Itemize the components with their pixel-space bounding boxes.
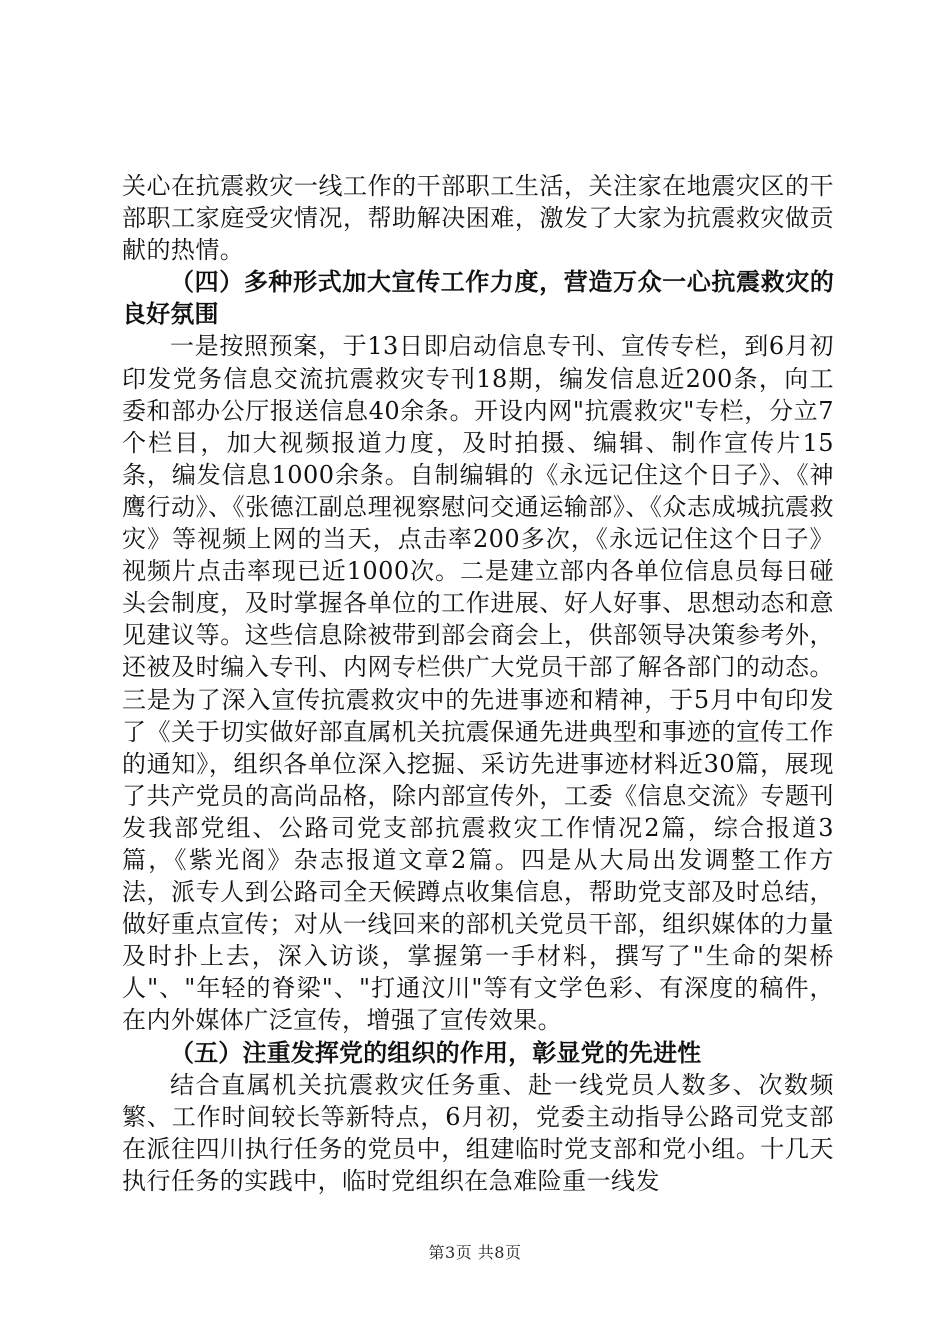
document-body	[122, 170, 834, 1197]
section-heading-5: （五）注重发挥党的组织的作用，彰显党的先进性	[170, 1038, 702, 1067]
paragraph-publicity: 一是按照预案，于13日即启动信息专刊、宣传专栏，到6月初印发党务信息交流抗震救灾专刊18期，编发信息近200条，向工委和部办公厅报送信息40余条。开设内网"抗震救灾"专栏，分立7个栏目，加大视频报道力度，及时拍摄、编辑、制作宣传片15条，编发信息1000余条。自制编辑的《永远记住这个日子》、《神鹰行动》、《张德江副总理视察慰问交通运输部》、《众志成城抗震救灾》等视频上网的当天，点击率200多次，《永远记住这个日子》视频片点击率现已近1000次。二是建立部内各单位信息员每日碰头会制度，及时掌握各单位的工作进展、好人好事、思想动态和意见建议等。这些信息除被带到部会商会上，供部领导决策参考外，还被及时编入专刊、内网专栏供广大党员干部了解各部门的动态。三是为了深入宣传抗震救灾中的先进事迹和精神，于5月中旬印发了《关于切实做好部直属机关抗震保通先进典型和事迹的宣传工作的通知》，组织各单位深入挖掘、采访先进事迹材料近30篇，展现了共产党员的高尚品格，除内部宣传外，工委《信息交流》专题刊发我部党组、公路司党支部抗震救灾工作情况2篇，综合报道3篇，《紫光阁》杂志报道文章2篇。四是从大局出发调整工作方法，派专人到公路司全天候蹲点收集信息，帮助党支部及时总结，做好重点宣传；对从一线回来的部机关党员干部，组织媒体的力量及时扑上去，深入访谈，掌握第一手材料，撰写了"生命的架桥人"、"年轻的脊梁"、"打通汶川"等有文学色彩、有深度的稿件，在内外媒体广泛宣传，增强了宣传效果。	[122, 332, 834, 1035]
paragraph-party-organization: 结合直属机关抗震救灾任务重、赴一线党员人数多、次数频繁、工作时间较长等新特点，6月初，党委主动指导公路司党支部在派往四川执行任务的党员中，组建临时党支部和党小组。十几天执行任务的实践中，临时党组织在急难险重一线发	[122, 1070, 834, 1195]
paragraph-continuation: 关心在抗震救灾一线工作的干部职工生活，关注家在地震灾区的干部职工家庭受灾情况，帮助解决困难，激发了大家为抗震救灾做贡献的热情。	[122, 172, 834, 265]
section-heading-4: （四）多种形式加大宣传工作力度，营造万众一心抗震救灾的良好氛围	[122, 268, 834, 329]
page-number-footer: 第3页 共8页	[428, 1243, 522, 1262]
